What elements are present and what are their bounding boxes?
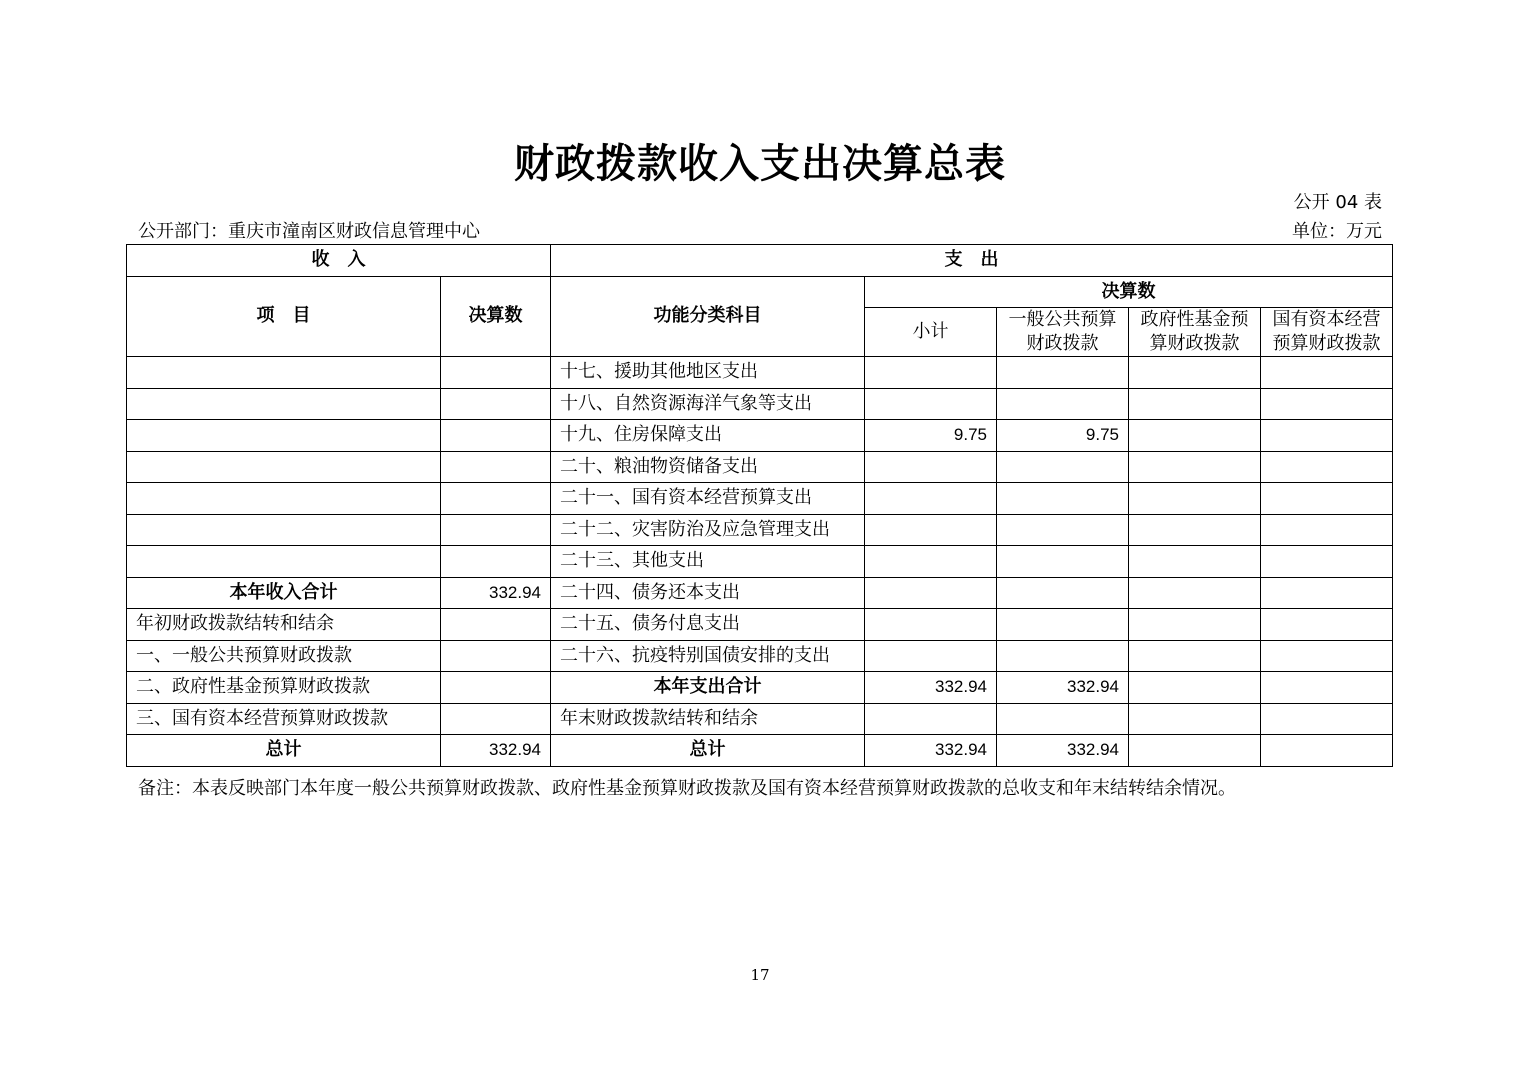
general-budget-cell: 332.94 <box>997 735 1129 767</box>
state-capital-cell <box>1261 451 1393 483</box>
gov-fund-cell <box>1129 420 1261 452</box>
table-row <box>127 577 1393 609</box>
state-capital-cell <box>1261 609 1393 641</box>
income-amount-cell <box>441 514 551 546</box>
state-capital-cell <box>1261 388 1393 420</box>
gov-fund-cell <box>1129 357 1261 389</box>
state-capital-cell <box>1261 735 1393 767</box>
income-amount-cell <box>441 420 551 452</box>
page-title: 财政拨款收入支出决算总表 <box>514 140 1006 187</box>
subtotal-cell <box>865 703 997 735</box>
income-item-cell <box>127 451 441 483</box>
expense-item-cell: 二十、粮油物资储备支出 <box>551 451 865 483</box>
function-category-header: 功能分类科目 <box>551 276 865 357</box>
income-amount-cell <box>441 640 551 672</box>
table-row <box>127 546 1393 578</box>
income-amount-cell: 332.94 <box>441 577 551 609</box>
income-amount-cell <box>441 483 551 515</box>
table-row <box>127 609 1393 641</box>
expense-item-cell: 二十六、抗疫特别国债安排的支出 <box>551 640 865 672</box>
income-item-cell: 总计 <box>127 735 441 767</box>
income-item-cell: 本年收入合计 <box>127 577 441 609</box>
expense-item-cell: 十八、自然资源海洋气象等支出 <box>551 388 865 420</box>
department-label: 公开部门：重庆市潼南区财政信息管理中心 <box>138 221 480 242</box>
subtotal-cell <box>865 546 997 578</box>
general-budget-cell <box>997 546 1129 578</box>
general-budget-cell <box>997 577 1129 609</box>
general-budget-cell <box>997 514 1129 546</box>
gov-fund-cell <box>1129 388 1261 420</box>
income-item-cell: 一、一般公共预算财政拨款 <box>127 640 441 672</box>
subtotal-cell: 332.94 <box>865 735 997 767</box>
gov-fund-cell <box>1129 672 1261 704</box>
subtotal-cell: 9.75 <box>865 420 997 452</box>
item-header: 项 目 <box>127 276 441 357</box>
state-capital-cell <box>1261 672 1393 704</box>
form-number: 公开 04 表 <box>1293 192 1382 213</box>
income-amount-cell <box>441 703 551 735</box>
expense-header: 支 出 <box>551 245 1393 277</box>
state-capital-cell <box>1261 420 1393 452</box>
income-item-cell <box>127 546 441 578</box>
subtotal-cell: 332.94 <box>865 672 997 704</box>
general-budget-cell: 9.75 <box>997 420 1129 452</box>
table-row <box>127 388 1393 420</box>
subtotal-header: 小计 <box>865 308 997 357</box>
table-row <box>127 672 1393 704</box>
gov-fund-cell <box>1129 514 1261 546</box>
subtotal-cell <box>865 388 997 420</box>
state-capital-cell <box>1261 483 1393 515</box>
income-amount-cell <box>441 609 551 641</box>
income-amount-cell <box>441 546 551 578</box>
table-row <box>127 735 1393 767</box>
gov-fund-cell <box>1129 546 1261 578</box>
final-amount-header: 决算数 <box>865 276 1393 308</box>
general-budget-cell <box>997 609 1129 641</box>
subtotal-cell <box>865 640 997 672</box>
state-capital-cell <box>1261 577 1393 609</box>
unit-label: 单位：万元 <box>1292 221 1382 242</box>
state-capital-cell <box>1261 514 1393 546</box>
table-row <box>127 514 1393 546</box>
income-item-cell: 年初财政拨款结转和结余 <box>127 609 441 641</box>
table-row <box>127 483 1393 515</box>
expense-item-cell: 二十五、债务付息支出 <box>551 609 865 641</box>
income-item-cell: 三、国有资本经营预算财政拨款 <box>127 703 441 735</box>
income-amount-cell: 332.94 <box>441 735 551 767</box>
income-item-cell <box>127 357 441 389</box>
gov-fund-cell <box>1129 703 1261 735</box>
gov-fund-cell <box>1129 577 1261 609</box>
expense-item-cell: 二十四、债务还本支出 <box>551 577 865 609</box>
subtotal-cell <box>865 451 997 483</box>
expense-item-cell: 二十二、灾害防治及应急管理支出 <box>551 514 865 546</box>
header-row-2 <box>127 276 1393 308</box>
state-capital-cell <box>1261 357 1393 389</box>
amount-header: 决算数 <box>441 276 551 357</box>
subtotal-cell <box>865 483 997 515</box>
expense-item-cell: 年末财政拨款结转和结余 <box>551 703 865 735</box>
expense-item-cell: 本年支出合计 <box>551 672 865 704</box>
state-capital-cell <box>1261 546 1393 578</box>
page-number: 17 <box>750 966 770 984</box>
table-row <box>127 420 1393 452</box>
subtotal-cell <box>865 609 997 641</box>
income-amount-cell <box>441 388 551 420</box>
expense-item-cell: 十九、住房保障支出 <box>551 420 865 452</box>
subtotal-cell <box>865 577 997 609</box>
income-item-cell: 二、政府性基金预算财政拨款 <box>127 672 441 704</box>
subtotal-cell <box>865 357 997 389</box>
general-budget-cell <box>997 640 1129 672</box>
general-budget-cell <box>997 483 1129 515</box>
income-amount-cell <box>441 451 551 483</box>
table-row <box>127 640 1393 672</box>
expense-item-cell: 总计 <box>551 735 865 767</box>
income-amount-cell <box>441 672 551 704</box>
gov-fund-cell <box>1129 451 1261 483</box>
expense-item-cell: 二十三、其他支出 <box>551 546 865 578</box>
table-row <box>127 451 1393 483</box>
general-budget-cell <box>997 357 1129 389</box>
subtotal-cell <box>865 514 997 546</box>
gov-fund-cell <box>1129 483 1261 515</box>
expense-item-cell: 十七、援助其他地区支出 <box>551 357 865 389</box>
general-budget-cell <box>997 703 1129 735</box>
income-item-cell <box>127 483 441 515</box>
gov-fund-header: 政府性基金预算财政拨款 <box>1129 308 1261 357</box>
gov-fund-cell <box>1129 640 1261 672</box>
general-budget-header: 一般公共预算财政拨款 <box>997 308 1129 357</box>
income-header: 收 入 <box>127 245 551 277</box>
gov-fund-cell <box>1129 609 1261 641</box>
general-budget-cell <box>997 451 1129 483</box>
income-item-cell <box>127 514 441 546</box>
state-capital-cell <box>1261 640 1393 672</box>
expense-item-cell: 二十一、国有资本经营预算支出 <box>551 483 865 515</box>
budget-table <box>126 244 1393 767</box>
footnote: 备注：本表反映部门本年度一般公共预算财政拨款、政府性基金预算财政拨款及国有资本经营预算财政拨款的总收支和年末结转结余情况。 <box>138 778 1236 799</box>
income-amount-cell <box>441 357 551 389</box>
income-item-cell <box>127 420 441 452</box>
table-row <box>127 357 1393 389</box>
gov-fund-cell <box>1129 735 1261 767</box>
table-row <box>127 703 1393 735</box>
general-budget-cell: 332.94 <box>997 672 1129 704</box>
state-capital-cell <box>1261 703 1393 735</box>
general-budget-cell <box>997 388 1129 420</box>
header-row-1 <box>127 245 1393 277</box>
state-capital-header: 国有资本经营预算财政拨款 <box>1261 308 1393 357</box>
income-item-cell <box>127 388 441 420</box>
